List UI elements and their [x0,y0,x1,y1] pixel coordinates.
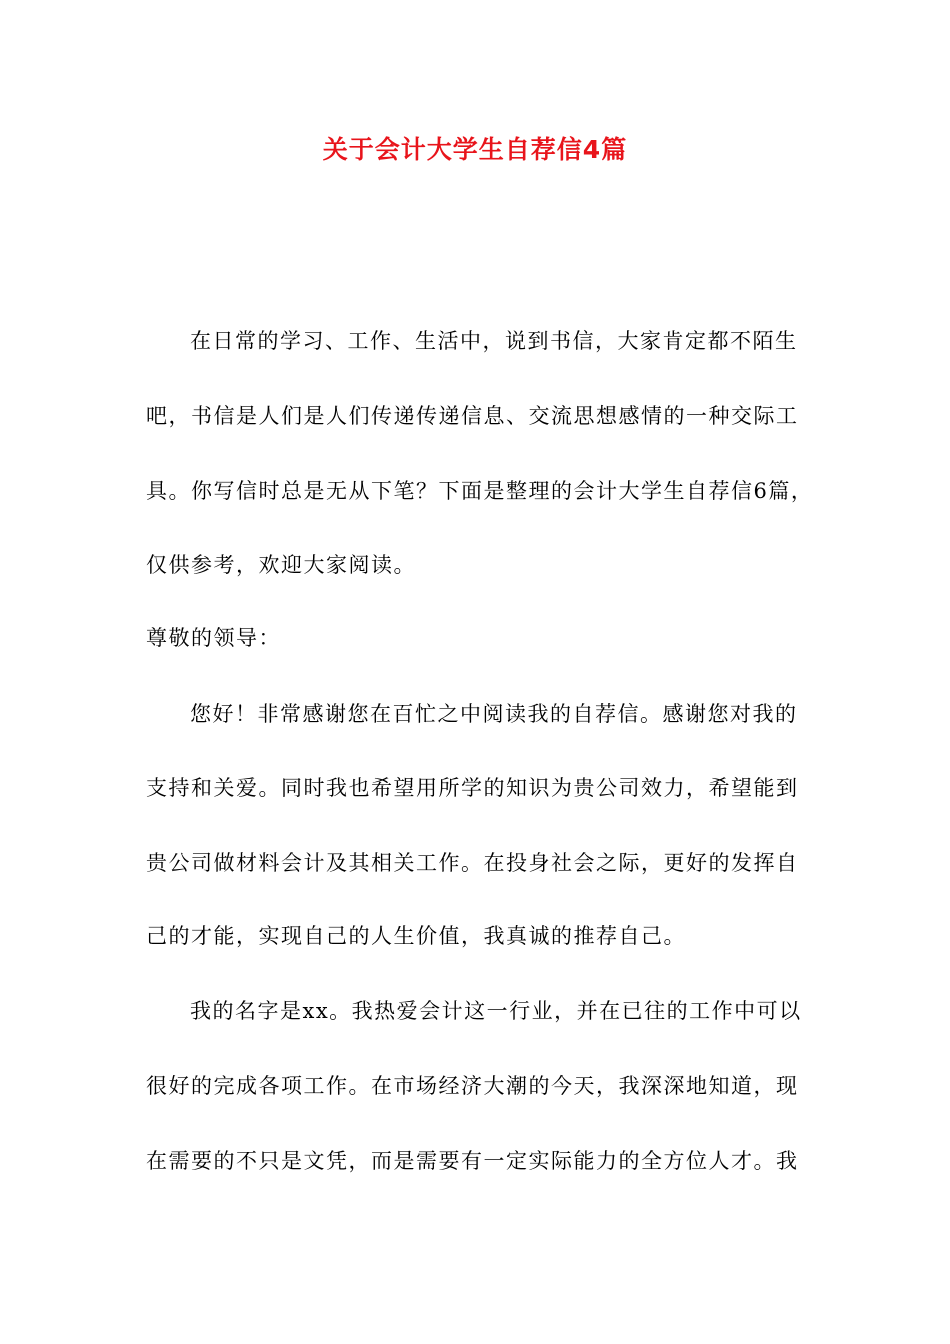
paragraph-line: 仅供参考，欢迎大家阅读。 [146,553,416,577]
paragraph-line: 吧，书信是人们是人们传递传递信息、交流思想感情的一种交际工 [146,404,799,428]
paragraph-line: 己的才能，实现自己的人生价值，我真诚的推荐自己。 [146,924,686,948]
paragraph-line: 支持和关爱。同时我也希望用所学的知识为贵公司效力，希望能到 [146,776,799,800]
document-title: 关于会计大学生自荐信4篇 [322,135,628,164]
paragraph-line: 您好！非常感谢您在百忙之中阅读我的自荐信。感谢您对我的 [190,702,798,726]
paragraph-line: 很好的完成各项工作。在市场经济大潮的今天，我深深地知道，现 [146,1074,799,1098]
paragraph-line: 在需要的不只是文凭，而是需要有一定实际能力的全方位人才。我 [146,1149,799,1173]
paragraph-line: 在日常的学习、工作、生活中，说到书信，大家肯定都不陌生 [190,329,798,353]
paragraph-line: 我的名字是xx。我热爱会计这一行业，并在已往的工作中可以 [190,999,802,1023]
paragraph-line: 具。你写信时总是无从下笔？下面是整理的会计大学生自荐信6篇， [146,479,814,503]
paragraph-line: 贵公司做材料会计及其相关工作。在投身社会之际，更好的发挥自 [146,851,799,875]
salutation-line: 尊敬的领导： [146,626,281,650]
